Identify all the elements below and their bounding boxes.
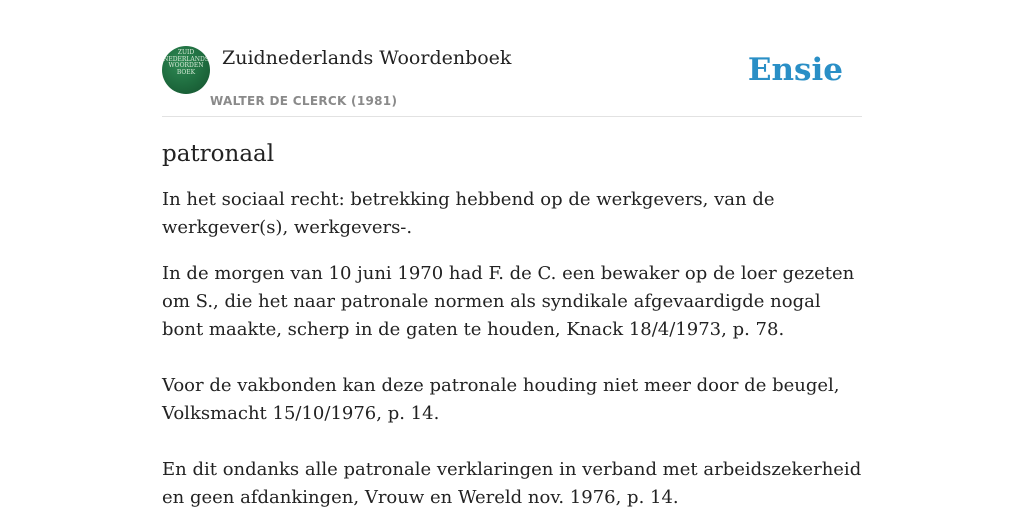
entry-quote: Voor de vakbonden kan deze patronale houding niet meer door de beugel, Volksmacht 15/10/1976, p. 14. [162, 375, 840, 424]
entry-definition: In het sociaal recht: betrekking hebbend op de werkgevers, van de werkgever(s), werkgevers-. [162, 189, 775, 238]
dictionary-entry [162, 138, 862, 512]
book-author: WALTER DE CLERCK (1981) [210, 94, 398, 108]
entry-quote: En dit ondanks alle patronale verklaringen in verband met arbeidszekerheid en geen afdankingen, Vrouw en Wereld nov. 1976, p. 14. [162, 459, 862, 508]
entry-headword: patronaal [162, 141, 275, 167]
book-title[interactable]: Zuidnederlands Woordenboek [222, 47, 512, 69]
book-cover-logo[interactable] [162, 46, 210, 94]
book-cover-text: ZUID NEDERLANDS WOORDEN BOEK [163, 49, 209, 76]
source-header [162, 46, 862, 117]
entry-quote: In de morgen van 10 juni 1970 had F. de C. een bewaker op de loer gezeten om S., die het naar patronale normen als syndikale afgevaardigde nogal bont maakte, scherp in de gaten te houden, Knack 18/4/1973, p. 78. [162, 263, 855, 340]
ensie-logo-link[interactable]: Ensie [747, 52, 843, 88]
